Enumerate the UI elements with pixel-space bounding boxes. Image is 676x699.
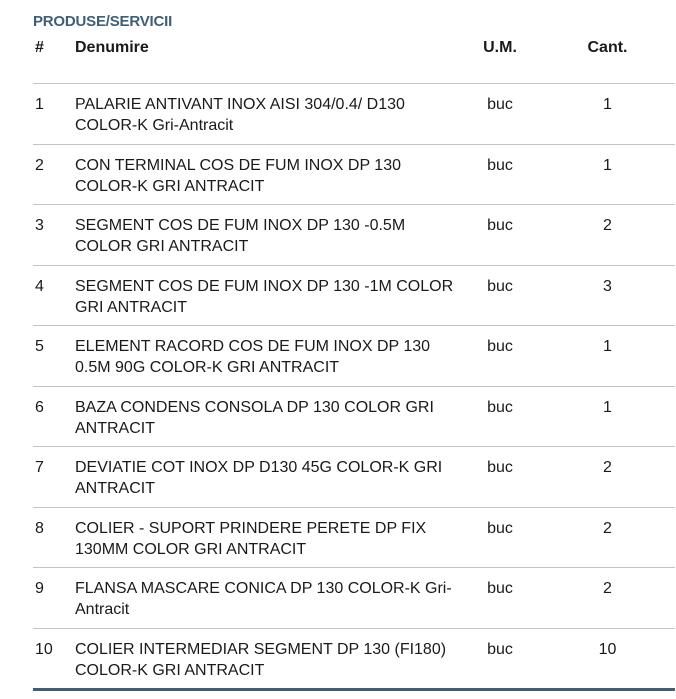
product-name: COLIER INTERMEDIAR SEGMENT DP 130 (FI180) COLOR-K GRI ANTRACIT (75, 640, 447, 679)
product-name: ELEMENT RACORD COS DE FUM INOX DP 130 0.5M 90G COLOR-K GRI ANTRACIT (75, 338, 431, 376)
row-number: 6 (35, 398, 44, 416)
quantity: 2 (603, 217, 612, 234)
unit-of-measure: buc (487, 277, 513, 295)
table-row (0, 205, 676, 265)
table-row (0, 568, 676, 628)
unit-of-measure: buc (487, 398, 513, 416)
row-number: 10 (35, 640, 53, 658)
column-header-quantity: Cant. (587, 39, 628, 56)
unit-of-measure: buc (487, 338, 513, 355)
quantity: 10 (598, 640, 617, 658)
column-header-number: # (35, 39, 44, 56)
product-name: CON TERMINAL COS DE FUM INOX DP 130 COLOR-K GRI ANTRACIT (75, 156, 401, 195)
row-number: 9 (35, 580, 44, 597)
row-number: 7 (35, 459, 44, 476)
product-name: DEVIATIE COT INOX DP D130 45G COLOR-K GRI ANTRACIT (75, 459, 443, 497)
table-bottom-border (33, 688, 675, 691)
section-title: PRODUSE/SERVICII (33, 13, 173, 30)
row-number: 8 (35, 519, 44, 537)
quantity: 2 (603, 459, 612, 476)
product-name: SEGMENT COS DE FUM INOX DP 130 -0.5M COLOR GRI ANTRACIT (75, 217, 406, 255)
column-header-name: Denumire (75, 39, 149, 56)
quantity: 2 (603, 580, 612, 597)
row-number: 3 (35, 217, 44, 234)
column-header-unit: U.M. (483, 39, 517, 56)
quantity: 1 (603, 96, 612, 113)
unit-of-measure: buc (487, 640, 513, 658)
quantity: 3 (603, 277, 612, 295)
unit-of-measure: buc (487, 217, 513, 234)
product-name: BAZA CONDENS CONSOLA DP 130 COLOR GRI ANTRACIT (75, 398, 434, 437)
row-number: 4 (35, 277, 44, 295)
table-row (0, 508, 676, 568)
row-number: 1 (35, 96, 44, 113)
unit-of-measure: buc (487, 96, 513, 113)
quantity: 1 (603, 156, 612, 174)
table-row (0, 145, 676, 205)
table-row (0, 84, 676, 144)
product-name: COLIER - SUPORT PRINDERE PERETE DP FIX 130MM COLOR GRI ANTRACIT (75, 519, 427, 558)
table-row (0, 266, 676, 326)
table-row (0, 629, 676, 689)
quantity: 1 (603, 338, 612, 355)
table-row (0, 326, 676, 386)
unit-of-measure: buc (487, 459, 513, 476)
quantity: 2 (603, 519, 612, 537)
table-row (0, 447, 676, 507)
unit-of-measure: buc (487, 580, 513, 597)
product-name: SEGMENT COS DE FUM INOX DP 130 -1M COLOR GRI ANTRACIT (75, 277, 454, 316)
quantity: 1 (603, 398, 612, 416)
product-name: FLANSA MASCARE CONICA DP 130 COLOR-K Gri-Antracit (75, 580, 452, 618)
table-row (0, 387, 676, 447)
unit-of-measure: buc (487, 156, 513, 174)
row-number: 5 (35, 338, 44, 355)
unit-of-measure: buc (487, 519, 513, 537)
product-name: PALARIE ANTIVANT INOX AISI 304/0.4/ D130 COLOR-K Gri-Antracit (75, 96, 405, 134)
row-number: 2 (35, 156, 44, 174)
